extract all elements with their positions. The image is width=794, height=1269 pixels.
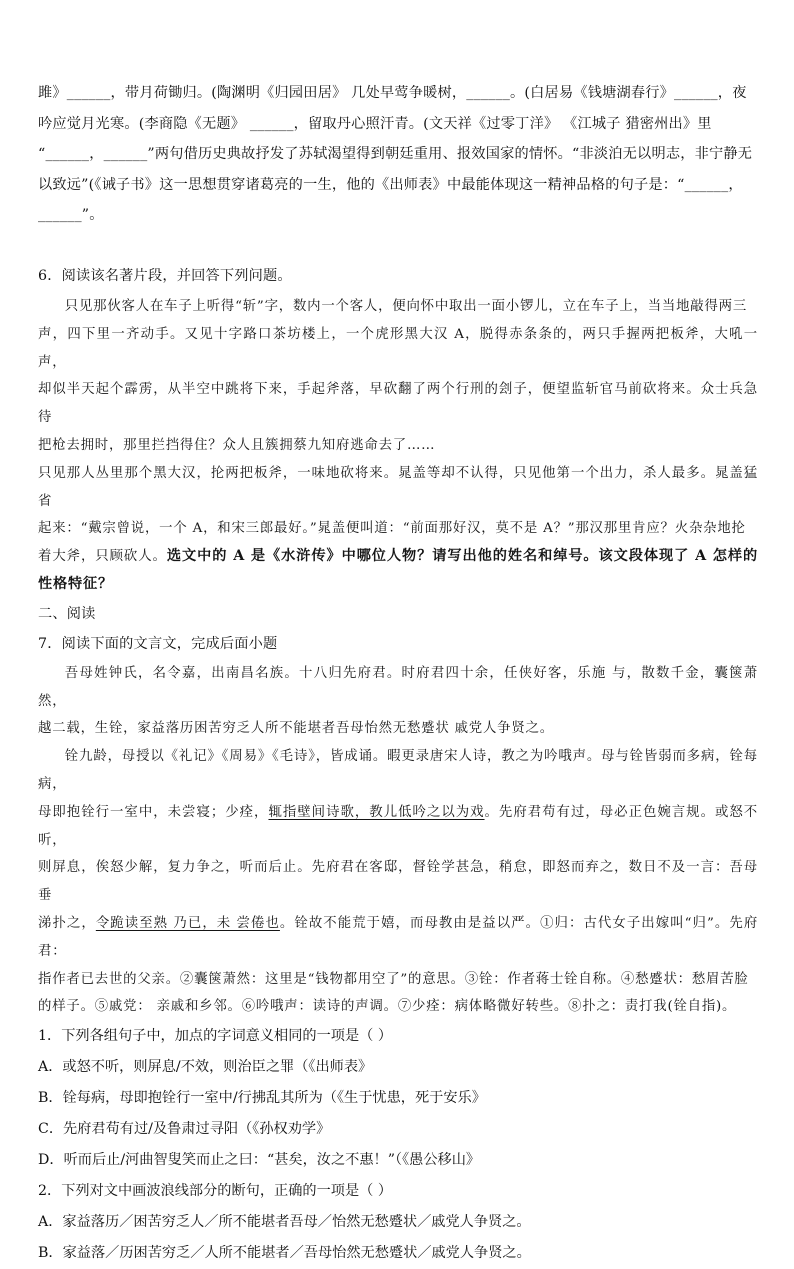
- passage-seg: 。铨故不能荒于嬉，而母教由是益以严。①归：古代女子出嫁叫“归”。先府君：: [38, 915, 759, 959]
- underlined-phrase: 辄指壁间诗歌，教儿低吟之以为戏: [268, 804, 485, 820]
- option-b: B．铨每病，母即抱铨行一室中/行拂乱其所为（《生于忧患，死于安乐》: [38, 1090, 486, 1107]
- passage: [38, 293, 758, 599]
- passage-line: 起来：“戴宗曾说，一个 A，和宋三郎最好。”晁盖便叫道：“前面那好汉，莫不是 A？”那汉那里肯应？火杂杂地抡: [38, 521, 746, 537]
- passage-line: 越二载，生铨，家益落历困苦穷乏人所不能堪者吾母怡然无愁蹙状 戚党人争贤之。: [38, 721, 554, 737]
- passage-line: 只见那人丛里那个黑大汉，抡两把板斧，一味地砍将来。晁盖等却不认得，只见他第一个出力，杀人最多。晁盖猛省: [38, 465, 758, 509]
- sub-question-2: [38, 1176, 758, 1269]
- question-6: [38, 261, 758, 599]
- underlined-phrase: 令跪读至熟 乃已，未 尝倦也: [95, 915, 280, 931]
- text-line: 雎》______，带月荷锄归。(陶渊明《归园田居》 几处早莺争暖树，______。(白居易《钱塘湖春行》______，夜: [38, 85, 747, 101]
- question-stem: 2．下列对文中画波浪线部分的断句，正确的一项是（ ）: [38, 1183, 393, 1200]
- passage-tail: 着大斧，只顾砍人。: [38, 549, 167, 565]
- passage-line: 把枪去拥时，那里拦挡得住？众人且簇拥蔡九知府逃命去了……: [38, 437, 436, 453]
- passage-line: 则屏息，俟怒少解，复力争之，听而后止。先府君在客邸，督铨学甚急，稍怠，即怒而弃之，数日不及一言：吾母垂: [38, 860, 758, 904]
- question-title: 7．阅读下面的文言文，完成后面小题: [38, 636, 278, 653]
- note-line: 指作者已去世的父亲。②囊箧萧然：这里是“钱物都用空了”的意思。③铨：作者蒋士铨自称。④愁蹙状：愁眉苦脸: [38, 971, 749, 987]
- passage-line: 只见那伙客人在车子上听得“斩”字，数内一个客人，便向怀中取出一面小锣儿，立在车子上，当当地敲得两三: [64, 299, 748, 314]
- question-stem: 1．下列各组句子中，加点的字词意义相同的一项是（ ）: [38, 1028, 393, 1045]
- passage-line: 铨九龄，母授以《礼记》《周易》《毛诗》，皆成诵。暇更录唐宋人诗，教之为吟哦声。母与铨皆弱而多病，铨每病，: [38, 749, 758, 792]
- text-line: ______”。: [38, 207, 104, 223]
- passage-line: [38, 910, 758, 966]
- passage-seg: 母即抱铨行一室中，未尝寝；少痊，: [38, 804, 269, 820]
- option-c: C．先府君苟有过/及鲁肃过寻阳（《孙权劝学》: [38, 1121, 331, 1138]
- option-a: A．家益落历／困苦穷乏人／所不能堪者吾母／怡然无愁蹙状／戚党人争贤之。: [38, 1214, 531, 1231]
- question-7: [38, 629, 758, 1021]
- option-a: A．或怒不听，则屏息/不效，则治臣之罪（《出师表》: [38, 1059, 373, 1076]
- sub-question-1: [38, 1021, 758, 1176]
- question-title: 6．阅读该名著片段，并回答下列问题。: [38, 267, 292, 284]
- question-prompt: 选文中的 A 是《水浒传》中哪位人物？请写出他的姓名和绰号。该文段体现了 A 怎样的性格特征？: [38, 548, 759, 592]
- passage-line: [38, 799, 758, 855]
- passage-line: [38, 543, 758, 599]
- section-5-fill-in: [38, 78, 758, 231]
- passage-seg: 。先府君苟有过，母必正色婉言规。或怒不听，: [38, 804, 758, 848]
- passage-line: 吾母姓钟氏，名令嘉，出南昌名族。十八归先府君。时府君四十余，任侠好客，乐施 与，散数千金，囊箧萧然，: [38, 665, 758, 709]
- passage-seg: 涕扑之，: [38, 915, 96, 931]
- document-page: [38, 78, 758, 1269]
- passage-line: 声，四下里一齐动手。又见十字路口茶坊楼上，一个虎形黑大汉 A，脱得赤条条的，两只手握两把板斧，大吼一声，: [38, 326, 758, 370]
- passage-line: 却似半天起个霹雳，从半空中跳将下来，手起斧落，早砍翻了两个行刑的刽子，便望监斩官马前砍将来。众士兵急待: [38, 382, 758, 426]
- text-line: 吟应觉月光寒。(李商隐《无题》 ______，留取丹心照汗青。(文天祥《过零丁洋》 《江城子 猎密州出》里: [38, 115, 712, 132]
- text-line: “______，______”两句借历史典故抒发了苏轼渴望得到朝廷重用、报效国家的情怀。“非淡泊无以明志，非宁静无: [38, 146, 753, 162]
- text-line: 以致远”(《诫子书》这一思想贯穿诸葛亮的一生，他的《出师表》中最能体现这一精神品格的句子是：“______，: [38, 176, 743, 193]
- option-d: D．听而后止/河曲智叟笑而止之曰：“甚矣，汝之不惠！”（《愚公移山》: [38, 1152, 481, 1169]
- note-line: 的样子。⑤戚党： 亲戚和乡邻。⑥吟哦声：读诗的声调。⑦少痊：病体略微好转些。⑧扑之：责打我(铨自指)。: [38, 999, 737, 1015]
- part-heading: 二、阅读: [38, 605, 96, 622]
- option-b: B．家益落／历困苦穷乏／人所不能堪者／吾母怡然无愁蹙状／戚党人争贤之。: [38, 1245, 531, 1262]
